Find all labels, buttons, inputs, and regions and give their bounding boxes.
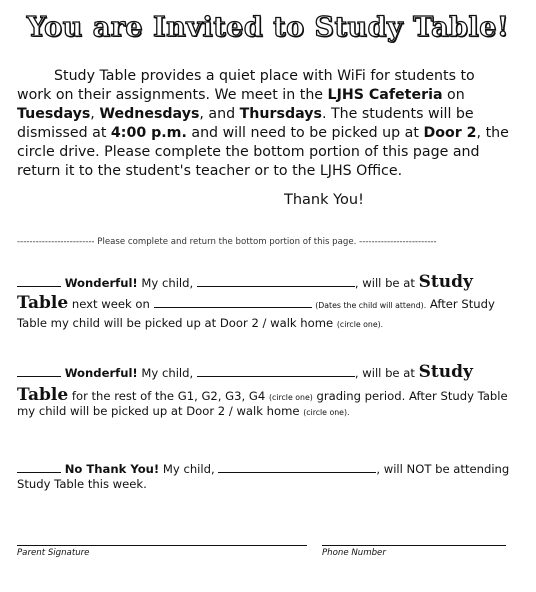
parent-signature-label: Parent Signature <box>17 548 90 558</box>
option3-check-blank[interactable] <box>17 471 61 473</box>
phone-number-line[interactable] <box>322 545 506 546</box>
page-title: You are Invited to Study Table! <box>26 12 510 43</box>
option3-child-name-blank[interactable] <box>218 471 376 473</box>
thank-you-text: Thank You! <box>284 192 364 208</box>
intro-line-1: Study Table provides a quiet place with WiFi for students to <box>54 68 475 84</box>
option2-line-3: my child will be picked up at Door 2 / walk home (circle one). <box>17 404 350 418</box>
cut-line-divider: ------------------------- Please complete and return the bottom portion of this page. ------------------------- <box>17 237 437 247</box>
option2-check-blank[interactable] <box>17 375 61 377</box>
option1-dates-blank[interactable] <box>154 306 312 308</box>
option2-line-1: Wonderful! My child, , will be at Study <box>17 362 473 382</box>
option2-line-2: Table for the rest of the G1, G2, G3, G4 (circle one) grading period. After Study Table <box>17 385 508 405</box>
option3-line-2: Study Table this week. <box>17 477 147 491</box>
option1-check-blank[interactable] <box>17 285 61 287</box>
option1-line-3: Table my child will be picked up at Door 2 / walk home (circle one). <box>17 316 384 330</box>
option1-child-name-blank[interactable] <box>197 285 355 287</box>
option3-line-1: No Thank You! My child, , will NOT be attending <box>17 462 509 476</box>
parent-signature-line[interactable] <box>17 545 307 546</box>
option2-child-name-blank[interactable] <box>197 375 355 377</box>
intro-line-3: Tuesdays, Wednesdays, and Thursdays. The students will be <box>17 106 474 122</box>
intro-line-6: return it to the student's teacher or to the LJHS Office. <box>17 163 403 179</box>
option1-line-1: Wonderful! My child, , will be at Study <box>17 272 473 292</box>
phone-number-label: Phone Number <box>322 548 386 558</box>
intro-line-2: work on their assignments. We meet in the LJHS Cafeteria on <box>17 87 465 103</box>
option1-line-2: Table next week on (Dates the child will attend). After Study <box>17 293 495 313</box>
intro-line-5: circle drive. Please complete the bottom portion of this page and <box>17 144 480 160</box>
intro-line-4: dismissed at 4:00 p.m. and will need to be picked up at Door 2, the <box>17 125 509 141</box>
